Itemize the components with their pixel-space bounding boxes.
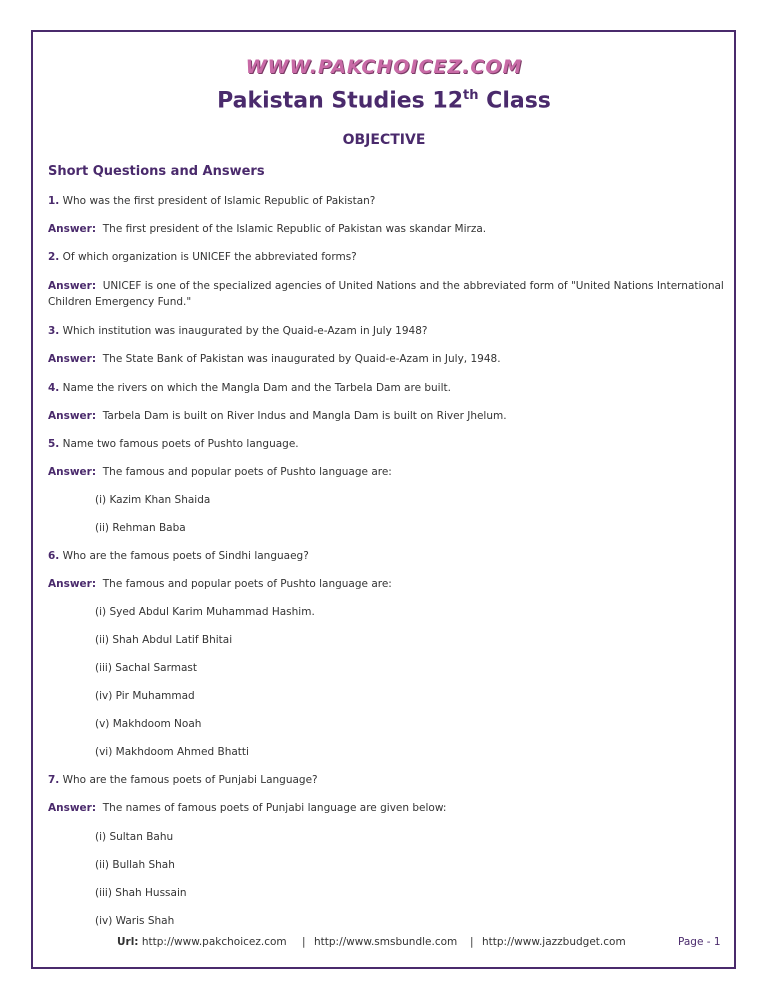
answer: [48, 351, 728, 367]
answer: [48, 576, 728, 592]
list-item: (vi) Makhdoom Ahmed Bhatti: [95, 746, 249, 758]
footer-link-smsbundle[interactable]: http://www.smsbundle.com: [314, 936, 458, 948]
answer: [48, 464, 728, 480]
page-number: Page - 1: [678, 936, 721, 948]
footer-link-pakchoicez[interactable]: http://www.pakchoicez.com: [141, 936, 287, 948]
title-text: Pakistan Studies 12: [217, 88, 464, 114]
question: [48, 380, 728, 396]
question: [48, 772, 728, 788]
question: [48, 193, 728, 209]
title-superscript: th: [463, 88, 479, 103]
list-item: (i) Sultan Bahu: [95, 831, 174, 843]
section-heading: Short Questions and Answers: [48, 164, 265, 179]
objective-heading: OBJECTIVE: [342, 132, 426, 148]
page-title: [0, 88, 768, 113]
answer-label: Answer:: [48, 578, 97, 590]
list-item: (i) Kazim Khan Shaida: [95, 494, 211, 506]
question-number: 4.: [48, 382, 60, 394]
list-item: (iv) Waris Shah: [95, 915, 175, 927]
answer: [48, 278, 728, 310]
question-text: Who are the famous poets of Punjabi Language?: [62, 774, 318, 786]
question: [48, 436, 728, 452]
question-number: 3.: [48, 325, 60, 337]
list-item: (iv) Pir Muhammad: [95, 690, 195, 702]
question-text: Of which organization is UNICEF the abbreviated forms?: [62, 251, 357, 263]
answer-text: The State Bank of Pakistan was inaugurated by Quaid-e-Azam in July, 1948.: [102, 353, 501, 365]
answer-label: Answer:: [48, 223, 97, 235]
question-number: 1.: [48, 195, 60, 207]
answer-label: Answer:: [48, 353, 97, 365]
answer: [48, 408, 728, 424]
answer-label: Answer:: [48, 280, 97, 292]
footer-url: [117, 936, 287, 948]
answer-text: Tarbela Dam is built on River Indus and Mangla Dam is built on River Jhelum.: [102, 410, 507, 422]
question-number: 5.: [48, 438, 60, 450]
question: [48, 249, 728, 265]
list-item: (iii) Sachal Sarmast: [95, 662, 197, 674]
answer-text: The first president of the Islamic Republic of Pakistan was skandar Mirza.: [102, 223, 487, 235]
list-item: (ii) Rehman Baba: [95, 522, 186, 534]
question-text: Which institution was inaugurated by the Quaid-e-Azam in July 1948?: [62, 325, 428, 337]
url-label: Url:: [117, 936, 139, 948]
footer-separator: |: [302, 936, 306, 948]
question-number: 2.: [48, 251, 60, 263]
answer-text: The famous and popular poets of Pushto language are:: [102, 578, 392, 590]
list-item: (i) Syed Abdul Karim Muhammad Hashim.: [95, 606, 315, 618]
question: [48, 548, 728, 564]
answer-text: UNICEF is one of the specialized agencies of United Nations and the abbreviated form of "United Nations International Children Emergency Fund.": [48, 280, 724, 308]
question: [48, 323, 728, 339]
footer-separator: |: [470, 936, 474, 948]
question-number: 7.: [48, 774, 60, 786]
list-item: (ii) Bullah Shah: [95, 859, 175, 871]
answer-label: Answer:: [48, 410, 97, 422]
list-item: (v) Makhdoom Noah: [95, 718, 202, 730]
site-logo: WWW.PAKCHOICEZ.COM: [245, 56, 523, 78]
answer-label: Answer:: [48, 802, 97, 814]
question-text: Name the rivers on which the Mangla Dam and the Tarbela Dam are built.: [62, 382, 451, 394]
question-text: Who was the first president of Islamic Republic of Pakistan?: [62, 195, 376, 207]
answer-label: Answer:: [48, 466, 97, 478]
answer-text: The names of famous poets of Punjabi language are given below:: [102, 802, 447, 814]
list-item: (iii) Shah Hussain: [95, 887, 187, 899]
question-text: Who are the famous poets of Sindhi languaeg?: [62, 550, 309, 562]
footer-link-jazzbudget[interactable]: http://www.jazzbudget.com: [482, 936, 626, 948]
list-item: (ii) Shah Abdul Latif Bhitai: [95, 634, 233, 646]
title-end: Class: [478, 88, 551, 114]
answer: [48, 221, 728, 237]
answer: [48, 800, 728, 816]
question-text: Name two famous poets of Pushto language.: [62, 438, 299, 450]
answer-text: The famous and popular poets of Pushto language are:: [102, 466, 392, 478]
question-number: 6.: [48, 550, 60, 562]
